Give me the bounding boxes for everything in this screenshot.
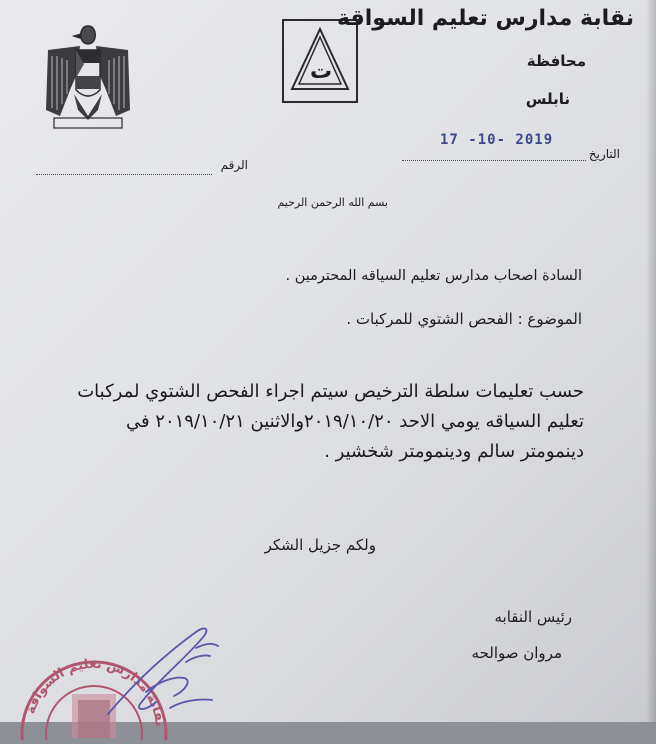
number-label: الرقم bbox=[220, 158, 248, 172]
signatory-title: رئيس النقابه bbox=[494, 608, 572, 626]
basmala: بسم الله الرحمن الرحيم bbox=[277, 196, 388, 209]
recipient-line: السادة اصحاب مدارس تعليم السياقه المحترمين . bbox=[285, 268, 582, 284]
city-name: نابلس bbox=[525, 90, 570, 108]
date-label: التاريخ bbox=[588, 147, 620, 161]
date-dotted-line bbox=[402, 160, 586, 161]
page-edge-shadow bbox=[646, 0, 656, 722]
subject-line: الموضوع : الفحص الشتوي للمركبات . bbox=[346, 310, 582, 328]
closing-line: ولكم جزيل الشكر bbox=[264, 536, 376, 554]
school-logo bbox=[282, 19, 358, 103]
svg-text:نقابة مدارس تعليم السواقة: نقابة مدارس تعليم السواقة bbox=[23, 656, 167, 728]
governorate-label: محافظة bbox=[526, 52, 586, 70]
letter-body: حسب تعليمات سلطة الترخيص سيتم اجراء الفحص الشتوي لمركبات تعليم السياقه يومي الاحد ٢٠١٩/١٠/٢٠والاثنين ٢٠١٩/١٠/٢١ في دينمومتر سالم ودينمومتر شخشير . bbox=[77, 381, 584, 462]
number-dotted-line bbox=[36, 174, 212, 175]
logo-letter: ت bbox=[310, 59, 333, 84]
eagle-emblem-icon bbox=[40, 20, 136, 132]
handwritten-signature bbox=[100, 618, 230, 722]
org-name-heading: نقابة مدارس تعليم السواقة bbox=[337, 6, 634, 31]
date-stamp: 17 -10- 2019 bbox=[440, 132, 554, 148]
signatory-name: مروان صوالحه bbox=[471, 644, 562, 662]
